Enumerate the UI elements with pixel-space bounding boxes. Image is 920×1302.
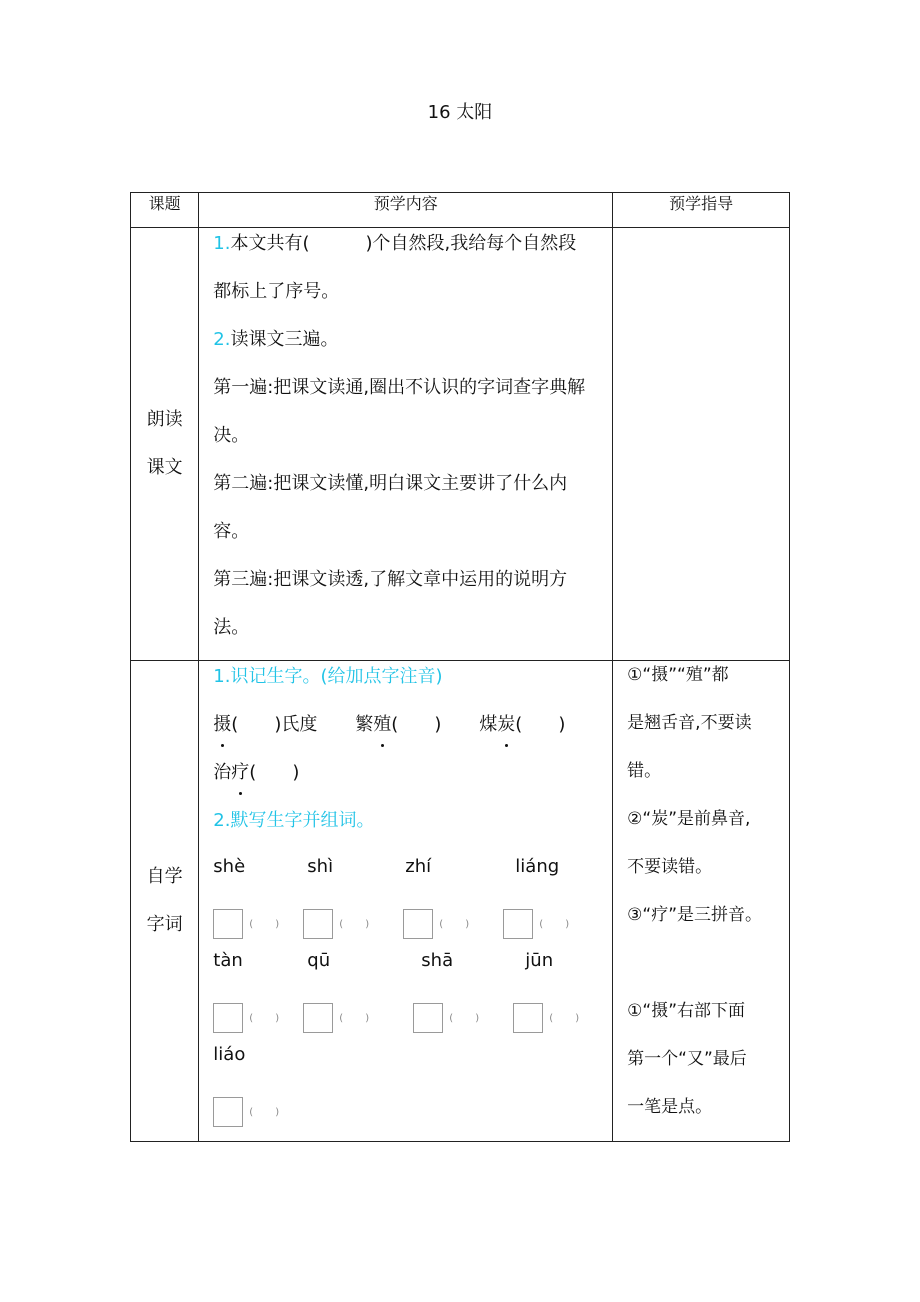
dotted-char: 殖 (373, 711, 391, 739)
header-topic: 课题 (131, 193, 199, 228)
word-2: 繁殖( ) (355, 711, 479, 739)
s1-item1-b: )个自然段,我给每个自然段 (365, 233, 577, 254)
write-box[interactable] (303, 1003, 333, 1033)
guide-line: 一笔是点。 (627, 1097, 713, 1117)
s1-pass2-line1: 第二遍:把课文读懂,明白课文主要讲了什么内 (213, 473, 568, 494)
pinyin: liáo (213, 1044, 246, 1065)
word-1: 摄( )氏度 (213, 711, 355, 739)
section2-label (131, 661, 199, 1142)
write-box[interactable] (213, 1097, 243, 1127)
write-cell[interactable]: ( ) (403, 909, 503, 939)
section2-guide (613, 661, 790, 1142)
lesson-table (130, 192, 790, 1142)
words-row1 (213, 709, 612, 757)
section1-guide (613, 228, 790, 661)
write-cell[interactable]: ( ) (303, 1003, 413, 1033)
pinyin: jūn (525, 950, 554, 971)
guide-line: 第一个“又”最后 (627, 1049, 747, 1069)
section1-label-line1: 朗读 (146, 409, 183, 430)
words-row2 (213, 757, 612, 805)
write-box[interactable] (513, 1003, 543, 1033)
dotted-char: 炭 (497, 711, 515, 739)
write-row1 (213, 901, 612, 947)
section2-content (199, 661, 613, 1142)
s2-item2: 2.默写生字并组词。 (213, 810, 375, 831)
dotted-char: 疗 (231, 759, 249, 787)
s2-item1: 1.识记生字。(给加点字注音) (213, 666, 443, 687)
guide-line: 不要读错。 (627, 857, 713, 877)
s1-item2-text: 读课文三遍。 (230, 329, 339, 350)
write-row2 (213, 995, 612, 1041)
pinyin-row1 (213, 853, 612, 901)
s1-pass2-line2: 容。 (213, 521, 250, 542)
s1-item2-num: 2. (213, 329, 231, 350)
write-cell[interactable]: ( ) (213, 1097, 279, 1127)
section1-label-line2: 课文 (146, 457, 183, 478)
pinyin: shè (213, 856, 246, 877)
write-row3 (213, 1089, 612, 1135)
write-box[interactable] (213, 1003, 243, 1033)
write-cell[interactable]: ( ) (503, 909, 569, 939)
guide-line: ②“炭”是前鼻音, (627, 809, 751, 829)
s1-item1-num: 1. (213, 233, 231, 254)
header-guide: 预学指导 (613, 193, 790, 228)
pinyin: qū (307, 950, 331, 971)
page-title: 16 太阳 (427, 102, 493, 123)
guide-line (627, 949, 781, 997)
guide-line: ③“疗”是三拼音。 (627, 905, 763, 925)
s1-item1 (213, 228, 612, 276)
s1-pass1-line2: 决。 (213, 425, 250, 446)
pinyin: zhí (405, 856, 432, 877)
s1-pass3-line2: 法。 (213, 617, 250, 638)
write-cell[interactable]: ( ) (303, 909, 403, 939)
section2-label-line2: 字词 (146, 914, 183, 935)
write-cell[interactable]: ( ) (413, 1003, 513, 1033)
write-cell[interactable]: ( ) (213, 909, 303, 939)
guide-line: ①“摄”右部下面 (627, 1001, 746, 1021)
pinyin-row3 (213, 1041, 612, 1089)
dotted-char: 摄 (213, 711, 231, 739)
header-content: 预学内容 (199, 193, 613, 228)
s1-item1-line2: 都标上了序号。 (213, 281, 340, 302)
write-box[interactable] (303, 909, 333, 939)
write-box[interactable] (403, 909, 433, 939)
write-box[interactable] (213, 909, 243, 939)
s1-pass3-line1: 第三遍:把课文读透,了解文章中运用的说明方 (213, 569, 568, 590)
s1-item2 (213, 324, 612, 372)
write-box[interactable] (413, 1003, 443, 1033)
word-3: 煤炭( ) (479, 711, 565, 739)
section2-label-line1: 自学 (146, 866, 183, 887)
section1-content (199, 228, 613, 661)
write-box[interactable] (503, 909, 533, 939)
s1-item1-a: 本文共有( (230, 233, 310, 254)
pinyin: tàn (213, 950, 243, 971)
write-cell[interactable]: ( ) (213, 1003, 303, 1033)
guide-line: ①“摄”“殖”都 (627, 665, 729, 685)
s1-pass1-line1: 第一遍:把课文读通,圈出不认识的字词查字典解 (213, 377, 586, 398)
pinyin: shā (421, 950, 454, 971)
write-cell[interactable]: ( ) (513, 1003, 579, 1033)
pinyin: shì (307, 856, 334, 877)
guide-line: 是翘舌音,不要读 (627, 713, 752, 733)
pinyin-row2 (213, 947, 612, 995)
word-4: 治疗( ) (213, 759, 299, 787)
guide-line: 错。 (627, 761, 662, 781)
section1-label (131, 228, 199, 661)
pinyin: liáng (515, 856, 560, 877)
